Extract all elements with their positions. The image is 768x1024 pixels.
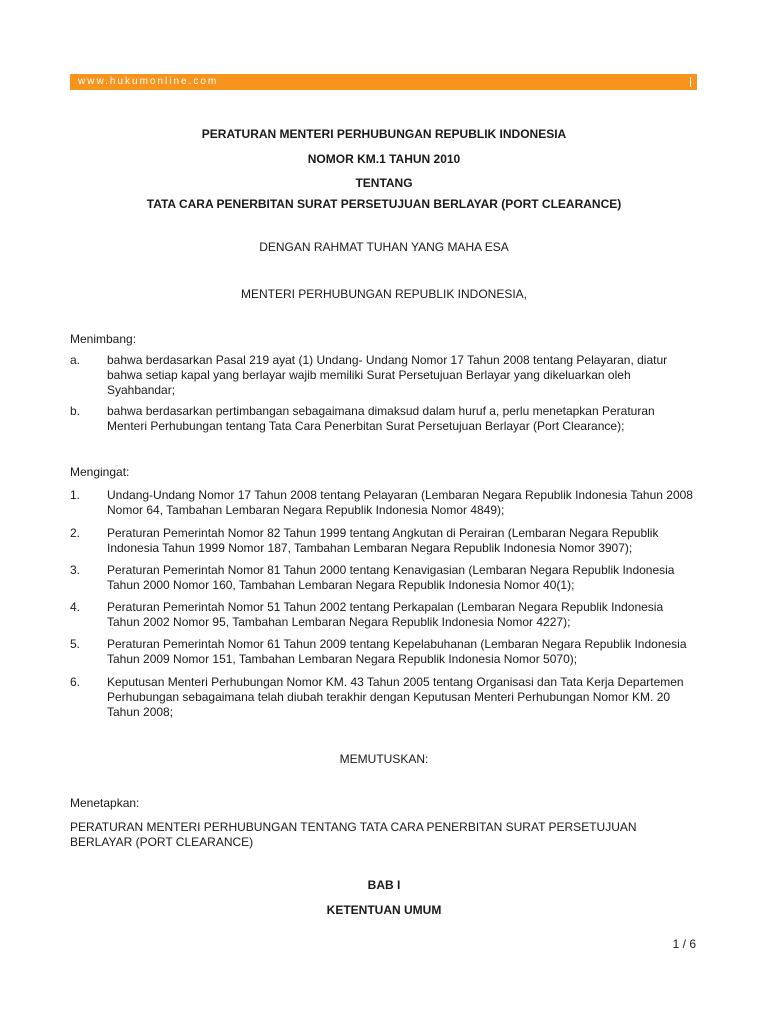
- regulation-subject: TATA CARA PENERBITAN SURAT PERSETUJUAN BERLAYAR (PORT CLEARANCE): [146, 197, 622, 211]
- mengingat-label: Mengingat:: [70, 465, 130, 479]
- regulation-number: NOMOR KM.1 TAHUN 2010: [307, 152, 461, 166]
- regulation-about: TENTANG: [355, 176, 413, 190]
- regulation-title: PERATURAN MENTERI PERHUBUNGAN REPUBLIK INDONESIA: [201, 127, 567, 141]
- item-marker: a.: [70, 353, 81, 367]
- item-marker: 3.: [70, 563, 81, 577]
- chapter-number: BAB I: [367, 878, 401, 892]
- banner-divider: [690, 77, 691, 87]
- item-text: Peraturan Pemerintah Nomor 51 Tahun 2002 tentang Perkapalan (Lembaran Negara Republik Indonesia Tahun 2002 Nomor 95, Tambahan Lembaran Negara Republik Indonesia Nomor 4227);: [107, 600, 664, 629]
- item-marker: b.: [70, 404, 81, 418]
- item-marker: 2.: [70, 526, 81, 540]
- memutuskan-heading: MEMUTUSKAN:: [339, 752, 429, 766]
- menetapkan-text: PERATURAN MENTERI PERHUBUNGAN TENTANG TATA CARA PENERBITAN SURAT PERSETUJUAN BERLAYAR (PORT CLEARANCE): [70, 820, 637, 849]
- item-marker: 5.: [70, 637, 81, 651]
- menetapkan-label: Menetapkan:: [70, 796, 140, 810]
- item-text: bahwa berdasarkan Pasal 219 ayat (1) Undang- Undang Nomor 17 Tahun 2008 tentang Pelayaran, diatur bahwa setiap kapal yang berlayar wajib memiliki Surat Persetujuan Berlayar yang dikeluarkan oleh Syahbandar;: [107, 353, 668, 397]
- menimbang-label: Menimbang:: [70, 332, 137, 346]
- item-marker: 1.: [70, 488, 81, 502]
- item-text: Peraturan Pemerintah Nomor 81 Tahun 2000 tentang Kenavigasian (Lembaran Negara Republik Indonesia Tahun 2000 Nomor 160, Tambahan Lembaran Negara Republik Indonesia Nomor 40(1);: [107, 563, 675, 592]
- item-text: bahwa berdasarkan pertimbangan sebagaimana dimaksud dalam huruf a, perlu menetapkan Peraturan Menteri Perhubungan tentang Tata Cara Penerbitan Surat Persetujuan Berlayar (Port Clearance);: [107, 404, 655, 433]
- site-url-link[interactable]: www.hukumonline.com: [78, 76, 219, 87]
- item-marker: 6.: [70, 675, 81, 689]
- item-text: Keputusan Menteri Perhubungan Nomor KM. 43 Tahun 2005 tentang Organisasi dan Tata Kerja Departemen Perhubungan sebagaimana telah diubah terakhir dengan Keputusan Menteri Perhubungan Nomor KM. 20 Tahun 2008;: [107, 675, 684, 719]
- item-text: Peraturan Pemerintah Nomor 61 Tahun 2009 tentang Kepelabuhanan (Lembaran Negara Republik Indonesia Tahun 2009 Nomor 151, Tambahan Lembaran Negara Republik Indonesia Nomor 5070);: [107, 637, 687, 666]
- item-text: Peraturan Pemerintah Nomor 82 Tahun 1999 tentang Angkutan di Perairan (Lembaran Negara Republik Indonesia Tahun 1999 Nomor 187, Tambahan Lembaran Negara Republik Indonesia Nomor 3907);: [107, 526, 659, 555]
- page-number: 1 / 6: [672, 937, 696, 951]
- item-marker: 4.: [70, 600, 81, 614]
- site-banner: [70, 74, 697, 90]
- blessing-line: DENGAN RAHMAT TUHAN YANG MAHA ESA: [259, 240, 509, 254]
- item-text: Undang-Undang Nomor 17 Tahun 2008 tentang Pelayaran (Lembaran Negara Republik Indonesia Tahun 2008 Nomor 64, Tambahan Lembaran Negara Republik Indonesia Nomor 4849);: [107, 488, 693, 517]
- authority-line: MENTERI PERHUBUNGAN REPUBLIK INDONESIA,: [240, 287, 528, 301]
- chapter-title: KETENTUAN UMUM: [326, 903, 442, 917]
